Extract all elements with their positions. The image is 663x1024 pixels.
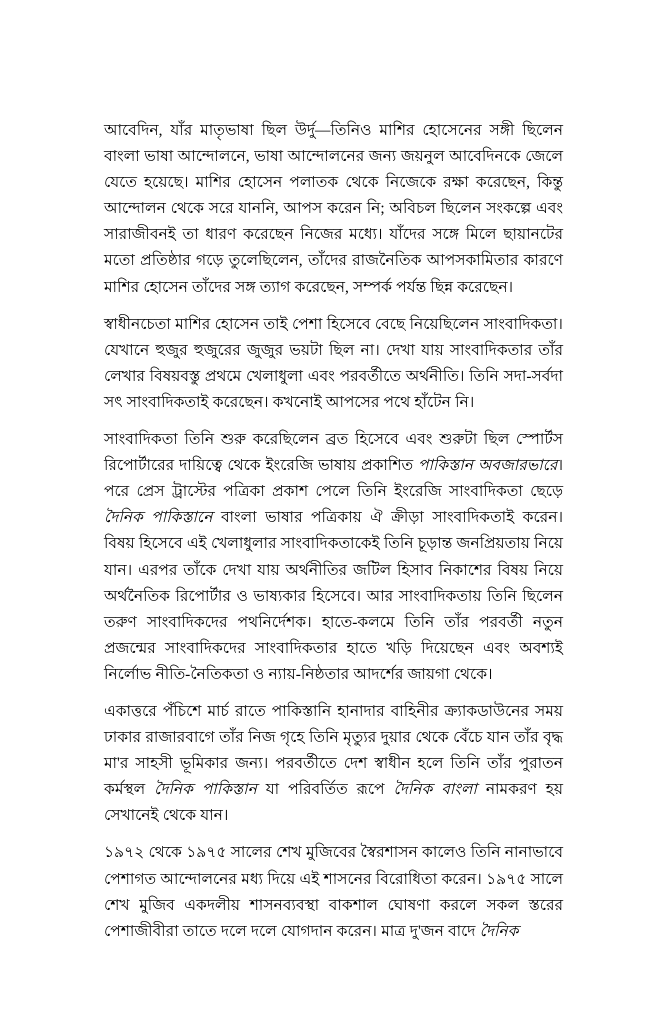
text-run: আবেদিন, যাঁর মাতৃভাষা ছিল উর্দু—তিনিও মাশির হোসেনের সঙ্গী ছিলেন বাংলা ভাষা আন্দোলনে, ভাষা আন্দোলনের জন্য জয়নুল আবেদিনকে জেলে যেতে হয়েছে। মাশির হোসেন পলাতক থেকে নিজেকে রক্ষা করেছেন, কিন্তু আন্দোলন থেকে সরে যাননি, আপস করেন নি; অবিচল ছিলেন সংকল্পে এবং সারাজীবনই তা ধারণ করেছেন নিজের মধ্যে। যাঁদের সঙ্গে মিলে ছায়ানটের মতো প্রতিষ্ঠার গড়ে তুলেছিলেন, তাঁদের রাজনৈতিক আপসকামিতার কারণে মাশির হোসেন তাঁদের সঙ্গ ত্যাগ করেছেন, সম্পর্ক পর্যন্ত ছিন্ন করেছেন। bbox=[104, 122, 563, 296]
body-paragraph bbox=[104, 427, 563, 688]
body-paragraph bbox=[104, 699, 563, 829]
italic-title-run: দৈনিক পাকিস্তান bbox=[154, 781, 257, 799]
italic-title-run: দৈনিক bbox=[479, 922, 519, 940]
text-run: নামকরণ হয় সেখানেই থেকে যান। bbox=[104, 781, 564, 825]
text-run: সাংবাদিকতা তিনি শুরু করেছিলেন ব্রত হিসেবে এবং শুরুটা ছিল স্পোর্টস রিপোর্টারের দায়িত্বে থেকে ইংরেজি ভাষায় প্রকাশিত bbox=[104, 431, 563, 475]
text-run: বাংলা ভাষার পত্রিকায় ঐ ক্রীড়া সাংবাদিকতাই করেন। বিষয় হিসেবে এই খেলাধুলার সাংবাদিকতাকেই তিনি চূড়ান্ত জনপ্রিয়তায় নিয়ে যান। এরপর তাঁকে দেখা যায় অর্থনীতির জটিল হিসাব নিকাশের বিষয় নিয়ে অর্থনৈতিক রিপোর্টার ও ভাষ্যকার হিসেবে। আর সাংবাদিকতায় তিনি ছিলেন তরুণ সাংবাদিকদের পথনির্দেশক। হাতে-কলমে তিনি তাঁর পরবর্তী নতুন প্রজন্মের সাংবাদিকদের সাংবাদিকতার হাতে খড়ি দিয়েছেন এবং অবশ্যই নির্লোভ নীতি-নৈতিকতা ও ন্যায়-নিষ্ঠতার আদর্শের জায়গা থেকে। bbox=[104, 509, 563, 683]
text-run: । পরে প্রেস ট্রাস্টের পত্রিকা প্রকাশ পেলে তিনি ইংরেজি সাংবাদিকতা ছেড়ে bbox=[104, 457, 564, 501]
text-run: যা পরিবর্তিত রূপে bbox=[256, 781, 394, 799]
italic-title-run: দৈনিক বাংলা bbox=[393, 781, 477, 799]
body-text-column bbox=[104, 118, 563, 945]
body-paragraph bbox=[104, 312, 563, 416]
body-paragraph bbox=[104, 118, 563, 301]
text-run: একাত্তরে পঁচিশে মার্চ রাতে পাকিস্তানি হানাদার বাহিনীর ক্র্যাকডাউনের সময় ঢাকার রাজারবাগে তাঁর নিজ গৃহে তিনি মৃত্যুর দুয়ার থেকে বেঁচে যান তাঁর বৃদ্ধ মা'র সাহসী ভূমিকার জন্য। পরবর্তীতে দেশ স্বাধীন হলে তিনি তাঁর পুরাতন কর্মস্থল bbox=[104, 702, 563, 799]
italic-title-run: পাকিস্তান অবজারভারে bbox=[418, 457, 558, 475]
text-run: স্বাধীনচেতা মাশির হোসেন তাই পেশা হিসেবে বেছে নিয়েছিলেন সাংবাদিকতা। যেখানে হুজুর হুজুরের জুজুর ভয়টা ছিল না। দেখা যায় সাংবাদিকতার তাঁর লেখার বিষয়বস্তু প্রথমে খেলাধুলা এবং পরবর্তীতে অর্থনীতি। তিনি সদা-সর্বদা সৎ সাংবাদিকতাই করেছেন। কখনোই আপসের পথে হাঁটেন নি। bbox=[104, 315, 563, 411]
text-run: ১৯৭২ থেকে ১৯৭৫ সালের শেখ মুজিবের স্বৈরশাসন কালেও তিনি নানাভাবে পেশাগত আন্দোলনের মধ্য দিয়ে এই শাসনের বিরোধিতা করেন। ১৯৭৫ সালে শেখ মুজিব একদলীয় শাসনব্যবস্থা বাকশাল ঘোষণা করলে সকল স্তরের পেশাজীবীরা তাতে দলে দলে যোগদান করেন। মাত্র দু'জন বাদে bbox=[104, 844, 563, 940]
body-paragraph bbox=[104, 840, 563, 944]
italic-title-run: দৈনিক পাকিস্তানে bbox=[104, 509, 213, 527]
